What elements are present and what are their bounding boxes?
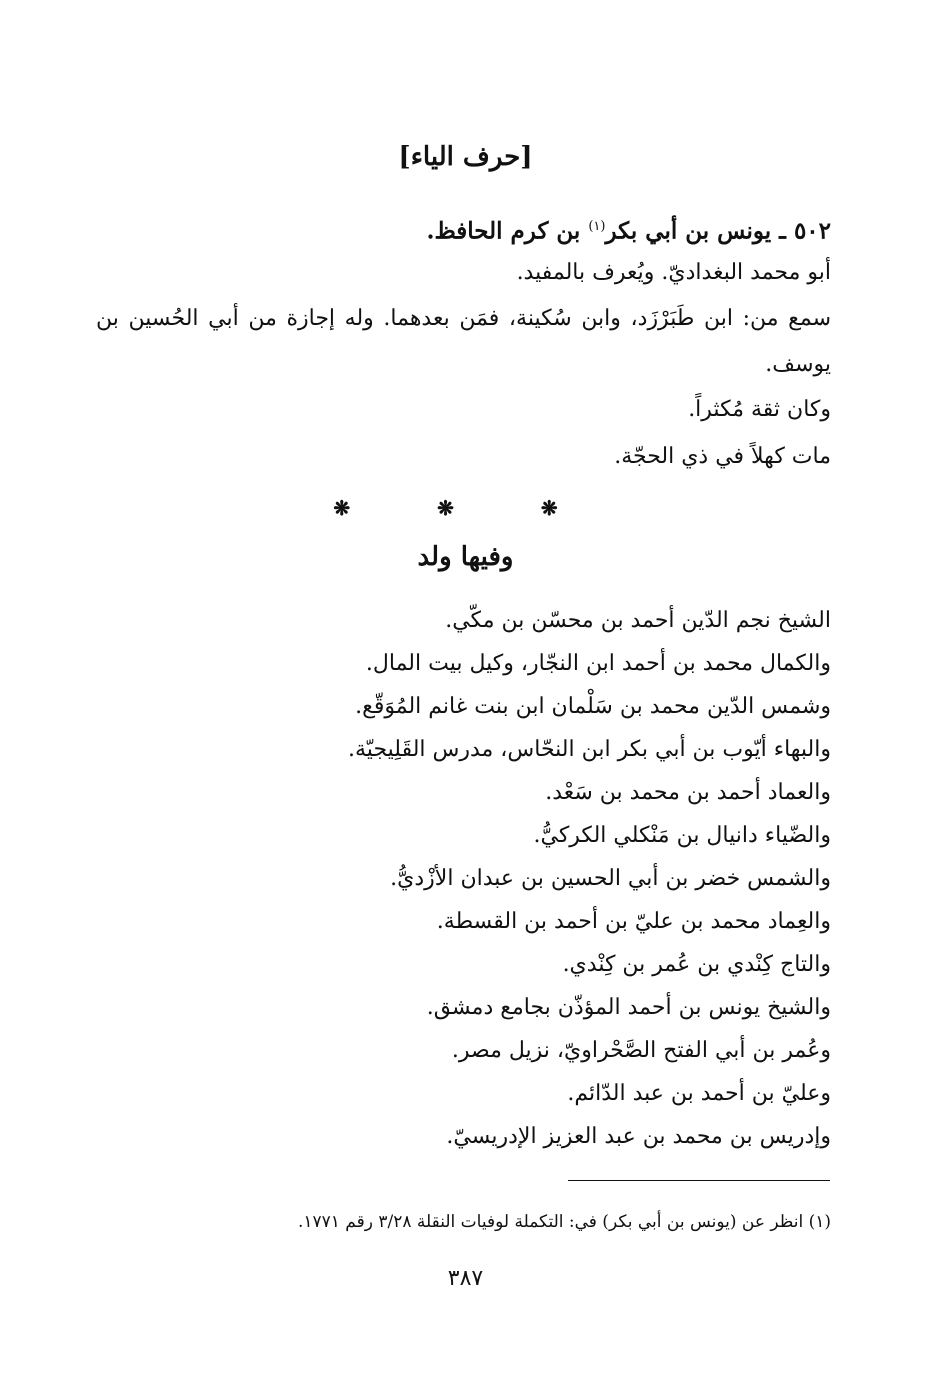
footnote: (١) انظر عن (يونس بن أبي بكر) في: التكملة لوفيات النقلة ٣/٢٨ رقم ١٧٧١. [297, 1212, 831, 1232]
birth-item: والضّياء دانيال بن مَنْكلي الكركيُّ. [533, 823, 831, 848]
birth-item: والعماد أحمد بن محمد بن سَعْد. [545, 780, 831, 805]
footnote-reference[interactable]: (١) [588, 219, 606, 234]
birth-item: والعِماد محمد بن عليّ بن أحمد بن القسطة. [436, 909, 831, 934]
section-title: [حرف الياء] [398, 142, 533, 172]
birth-item: والكمال محمد بن أحمد ابن النجّار، وكيل بيت المال. [365, 651, 831, 676]
birth-item: والبهاء أيّوب بن أبي بكر ابن النحّاس، مدرس القَلِيجيّة. [348, 737, 831, 762]
birth-item: وعليّ بن أحمد بن عبد الدّائم. [567, 1081, 831, 1106]
entry-heard-from: سمع من: ابن طَبَرْزَد، وابن سُكينة، فمَن بعدهما. وله إجازة من أبي الحُسين بن يوسف. [96, 306, 831, 377]
birth-item: وإدريس بن محمد بن عبد العزيز الإدريسيّ. [446, 1124, 831, 1149]
page-number: ٣٨٧ [447, 1266, 484, 1291]
birth-item: والشيخ يونس بن أحمد المؤذّن بجامع دمشق. [426, 995, 831, 1020]
birth-item: وشمس الدّين محمد بن سَلْمان ابن بنت غانم المُوَقّع. [355, 694, 831, 719]
birth-item: وعُمر بن أبي الفتح الصَّحْراويّ، نزيل مصر. [451, 1038, 831, 1063]
entry-heading-main: ٥٠٢ ـ يونس بن أبي بكر [605, 217, 831, 245]
section-separator: ❋ ❋ ❋ [333, 496, 598, 520]
entry-trust: وكان ثقة مُكثراً. [688, 397, 831, 422]
birth-item: الشيخ نجم الدّين أحمد بن محسّن بن مكّي. [445, 608, 831, 633]
birth-item: والشمس خضر بن أبي الحسين بن عبدان الأزْديُّ. [390, 866, 831, 891]
entry-death: مات كهلاً في ذي الحجّة. [614, 444, 831, 469]
births-title: وفيها ولد [417, 542, 514, 572]
entry-heading-rest: بن كرم الحافظ. [426, 217, 589, 245]
footnote-divider [568, 1180, 830, 1181]
entry-kunya: أبو محمد البغداديّ. ويُعرف بالمفيد. [516, 260, 831, 285]
entry-heading [426, 212, 831, 247]
birth-item: والتاج كِنْدي بن عُمر بن كِنْدي. [562, 952, 831, 977]
